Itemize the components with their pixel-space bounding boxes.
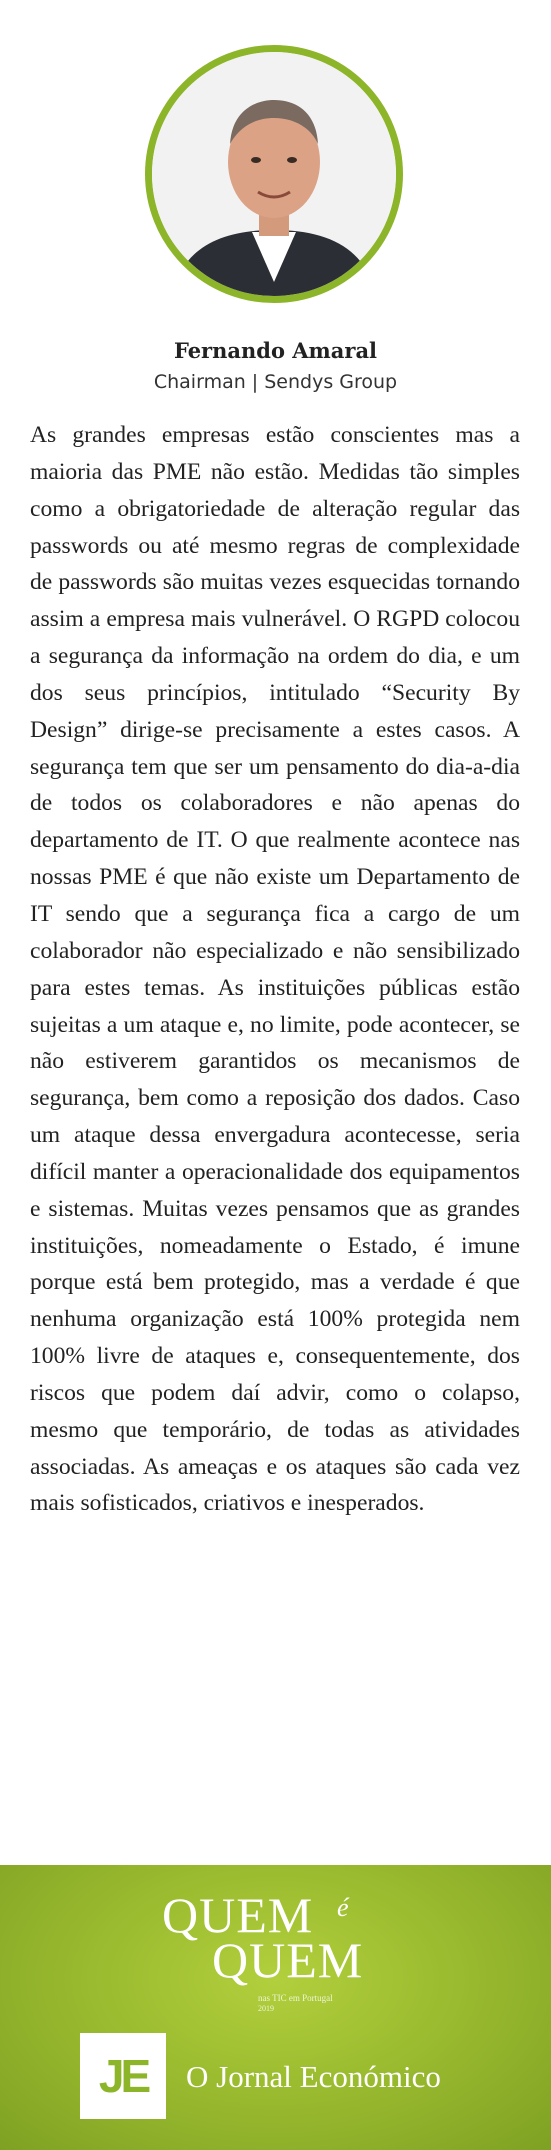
brand-e: é (337, 1893, 349, 1922)
brand-quem-bottom: QUEM (212, 1932, 364, 1988)
brand-subtitle: nas TIC em Portugal (258, 1993, 333, 2003)
brand-quem-top: QUEM (162, 1887, 314, 1943)
je-logo-icon (80, 2033, 166, 2119)
author-role: Chairman | Sendys Group (153, 371, 398, 393)
brand-year: 2019 (258, 2004, 274, 2013)
article-body: As grandes empresas estão conscientes mas a maioria das PME não estão. Medidas tão simples como a obrigatoriedade de alteração regular das passwords ou até mesmo regras de complexidade de passwords são muitas vezes esquecidas tornando assim a empresa mais vulnerável. O RGPD colocou a segurança da informação na ordem do dia, e um dos seus princípios, intitulado “Security By Design” dirige-se precisamente a estes casos. A segurança tem que ser um pensamento do dia-a-dia de todos os colaboradores e não apenas do departamento de IT. O que realmente acontece nas nossas PME é que não existe um Departamento de IT sendo que a segurança fica a cargo de um colaborador não especializado e não sensibilizado para estes temas. As instituições públicas estão sujeitas a um ataque e, no limite, pode acontecer, se não estiverem garantidos os mecanismos de segurança, bem como a reposição dos dados. Caso um ataque dessa envergadura acontecesse, seria difícil manter a operacionalidade dos equipamentos e sistemas. Muitas vezes pensamos que as grandes instituições, nomeadamente o Estado, é imune porque está bem protegido, mas a verdade é que nenhuma organização está 100% protegida nem 100% livre de ataques e, consequentemente, dos riscos que podem daí advir, como o colapso, mesmo que temporário, de todas as atividades associadas. As ameaças e os ataques são cada vez mais sofisticados, criativos e inesperados. (30, 422, 520, 1517)
author-portrait (145, 45, 403, 303)
author-name: Fernando Amaral (173, 338, 378, 363)
author-photo-icon (152, 52, 396, 296)
je-logo-mark: JE (98, 2050, 148, 2102)
publisher-name: O Jornal Económico (186, 2059, 441, 2094)
